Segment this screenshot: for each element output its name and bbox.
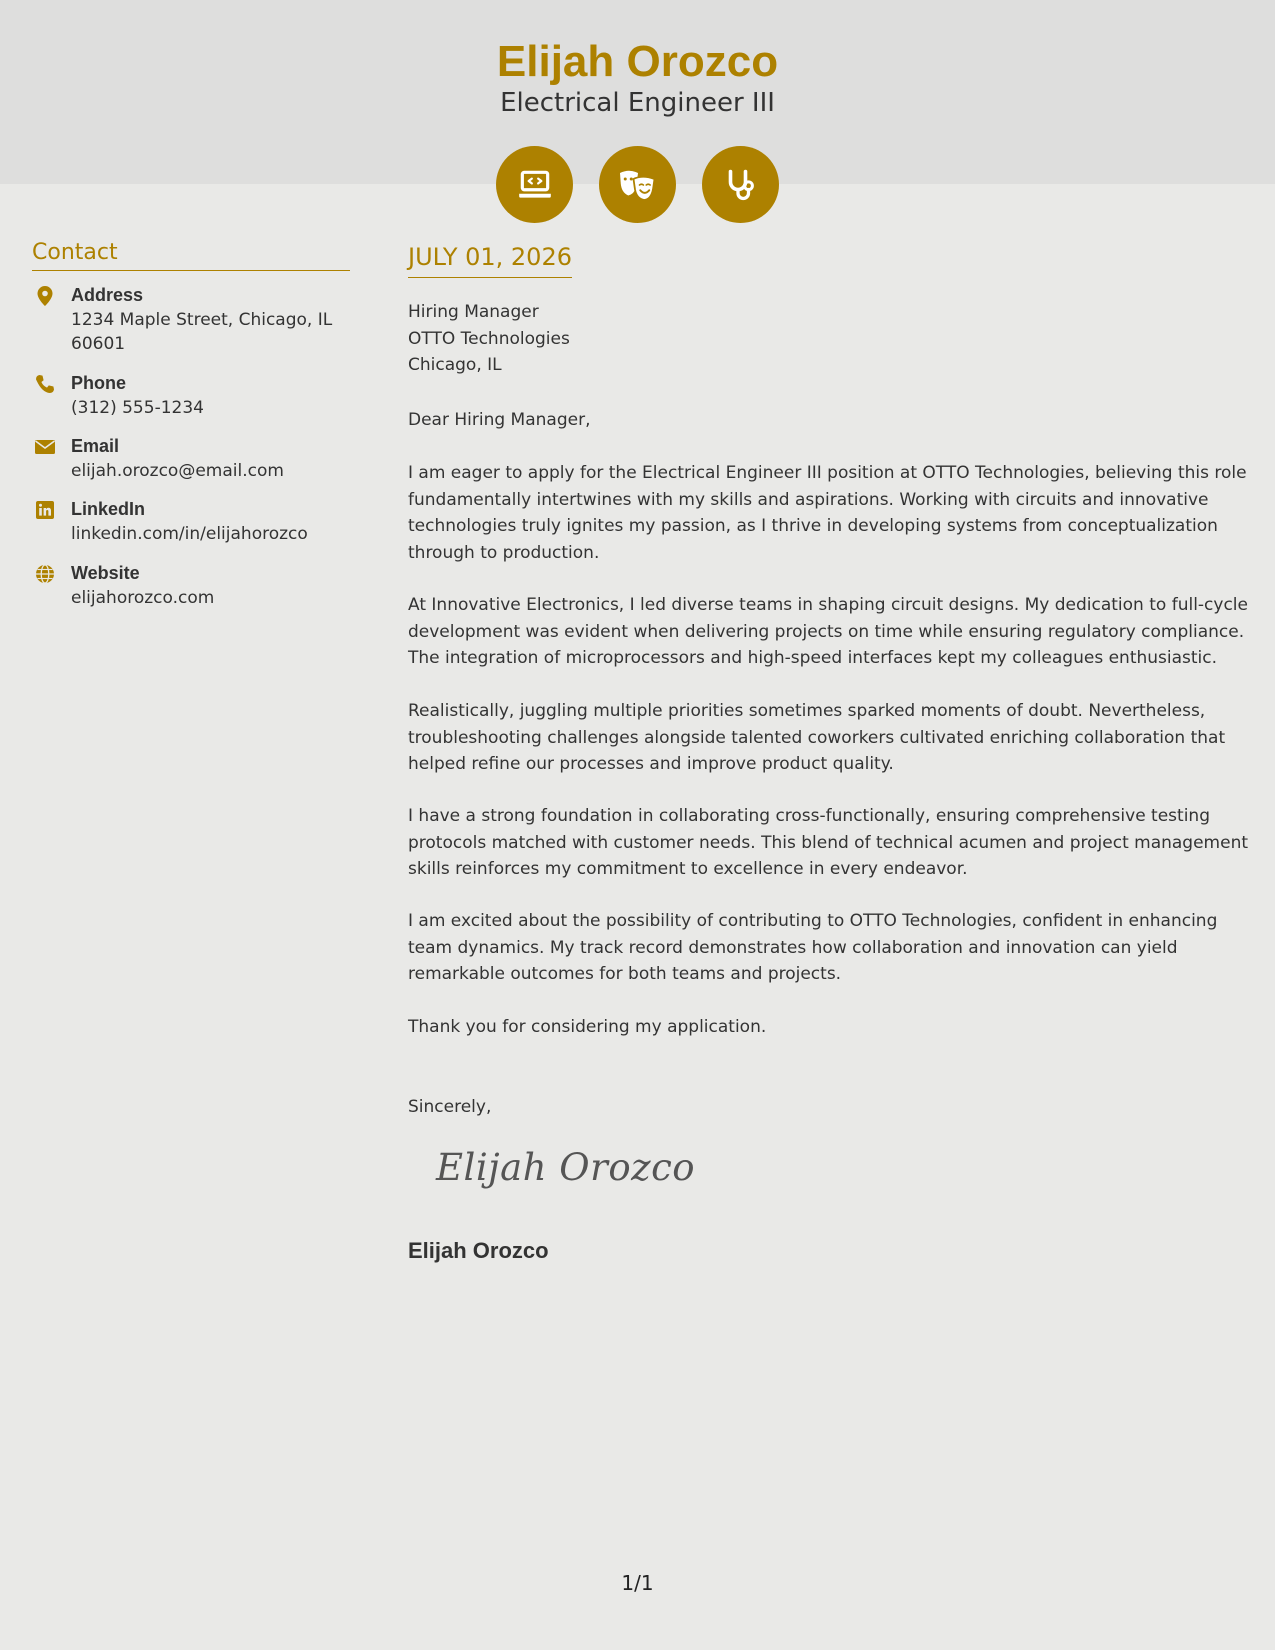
recipient-line: Hiring Manager: [408, 302, 539, 322]
contact-label: Phone: [71, 373, 127, 393]
map-marker-icon: [32, 285, 58, 307]
stethoscope-icon: [702, 146, 779, 223]
page-number: 1/1: [621, 1571, 654, 1595]
contact-value: (312) 555-1234: [71, 398, 204, 418]
signature: Elijah Orozco: [436, 1146, 696, 1189]
recipient-block: [408, 299, 1253, 379]
recipient-line: OTTO Technologies: [408, 328, 570, 349]
applicant-name: Elijah Orozco: [496, 37, 779, 86]
body-paragraph: I have a strong foundation in collaborating cross-functionally, ensuring comprehensive testing protocols matched with customer needs. This blend of technical acumen and project management skills reinforces my commitment to excellence in every endeavor.: [408, 806, 1249, 879]
phone-icon: [32, 373, 58, 395]
body-paragraph: Thank you for considering my application.: [408, 1017, 767, 1037]
job-title: Electrical Engineer III: [500, 88, 775, 118]
theater-masks-icon: [599, 146, 676, 223]
signer-name: Elijah Orozco: [408, 1238, 549, 1263]
salutation: Dear Hiring Manager,: [408, 410, 591, 430]
linkedin-icon: [32, 499, 58, 521]
contact-label: Website: [71, 563, 140, 583]
recipient-line: Chicago, IL: [408, 355, 502, 375]
contact-label: LinkedIn: [71, 499, 146, 519]
body-paragraph: Realistically, juggling multiple priorities sometimes sparked moments of doubt. Nevertheless, troubleshooting challenges alongside talented coworkers cultivated enriching collaboration that helped refine our processes and improve product quality.: [408, 701, 1226, 774]
laptop-code-icon: [496, 146, 573, 223]
body-paragraph: At Innovative Electronics, I led diverse teams in shaping circuit designs. My dedication to full-cycle development was evident when delivering projects on time while ensuring regulatory compliance. The integration of microprocessors and high-speed interfaces kept my colleagues enthusiastic.: [408, 595, 1248, 668]
closing: Sincerely,: [408, 1097, 492, 1117]
body-paragraph: I am excited about the possibility of contributing to OTTO Technologies, confident in enhancing team dynamics. My track record demonstrates how collaboration and innovation can yield remarkable outcomes for both teams and projects.: [408, 911, 1218, 984]
contact-value: linkedin.com/in/elijahorozco: [71, 524, 308, 544]
contact-value: elijah.orozco@email.com: [71, 461, 284, 481]
contact-label: Address: [71, 285, 144, 305]
contact-label: Email: [71, 436, 120, 456]
body-paragraph: I am eager to apply for the Electrical Engineer III position at OTTO Technologies, believing this role fundamentally intertwines with my skills and aspirations. Working with circuits and innovative technologies truly ignites my passion, as I thrive in developing systems from conceptualization through to production.: [408, 463, 1247, 563]
globe-icon: [32, 563, 58, 585]
contact-value: elijahorozco.com: [71, 588, 215, 608]
contact-heading: Contact: [32, 238, 350, 271]
envelope-icon: [32, 436, 58, 458]
contact-value: 1234 Maple Street, Chicago, IL 60601: [71, 310, 333, 354]
letter-date: JULY 01, 2026: [408, 241, 572, 278]
